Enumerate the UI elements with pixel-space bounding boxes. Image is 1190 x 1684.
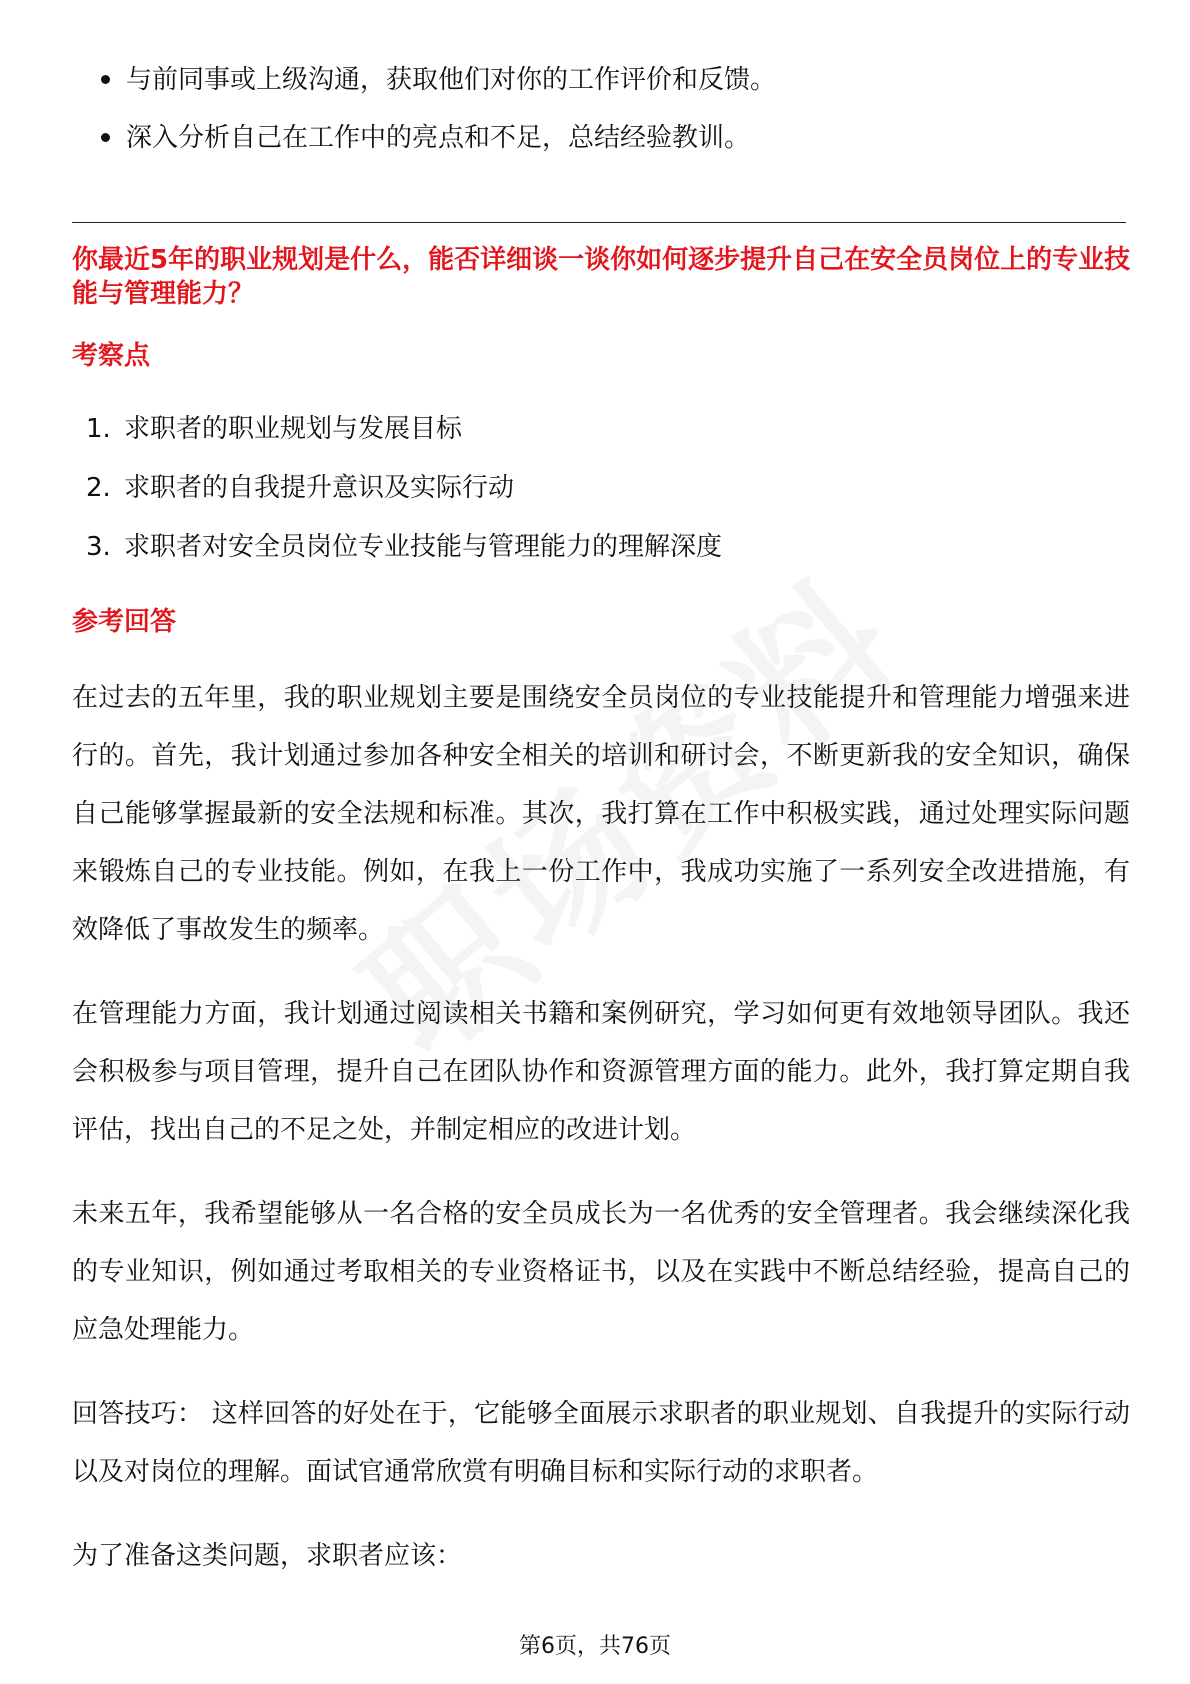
points-list-item bbox=[72, 411, 1132, 470]
bullet-dot-icon bbox=[101, 75, 110, 84]
points-list-item bbox=[72, 529, 1132, 588]
item-number: 2. bbox=[86, 473, 111, 503]
page-number: 第6页，共76页 bbox=[519, 1634, 671, 1659]
item-number: 3. bbox=[86, 532, 111, 562]
answer-paragraph: 未来五年，我希望能够从一名合格的安全员成长为一名优秀的安全管理者。我会继续深化我的专业知识，例如通过考取相关的专业资格证书，以及在实践中不断总结经验，提高自己的应急处理能力。 bbox=[72, 1199, 1130, 1345]
bullet-text: 深入分析自己在工作中的亮点和不足，总结经验教训。 bbox=[126, 123, 751, 153]
section-divider bbox=[72, 222, 1126, 223]
item-text: 求职者对安全员岗位专业技能与管理能力的理解深度 bbox=[124, 532, 723, 562]
item-number: 1. bbox=[86, 414, 111, 444]
bullet-item bbox=[72, 62, 1132, 120]
answer-paragraph: 在过去的五年里，我的职业规划主要是围绕安全员岗位的专业技能提升和管理能力增强来进行的。首先，我计划通过参加各种安全相关的培训和研讨会，不断更新我的安全知识，确保自己能够掌握最新的安全法规和标准。其次，我打算在工作中积极实践，通过处理实际问题来锻炼自己的专业技能。例如，在我上一份工作中，我成功实施了一系列安全改进措施，有效降低了事故发生的频率。 bbox=[72, 683, 1130, 945]
answer-paragraph: 在管理能力方面，我计划通过阅读相关书籍和案例研究，学习如何更有效地领导团队。我还会积极参与项目管理，提升自己在团队协作和资源管理方面的能力。此外，我打算定期自我评估，找出自己的不足之处，并制定相应的改进计划。 bbox=[72, 999, 1130, 1145]
tips-paragraph: 回答技巧： 这样回答的好处在于，它能够全面展示求职者的职业规划、自我提升的实际行动以及对岗位的理解。面试官通常欣赏有明确目标和实际行动的求职者。 bbox=[72, 1399, 1130, 1487]
points-list bbox=[72, 411, 1132, 588]
bullet-text: 与前同事或上级沟通，获取他们对你的工作评价和反馈。 bbox=[126, 65, 777, 95]
bullet-list bbox=[72, 62, 1132, 178]
answer-heading: 参考回答 bbox=[72, 607, 177, 637]
bullet-item bbox=[72, 120, 1132, 178]
question-title: 你最近5年的职业规划是什么，能否详细谈一谈你如何逐步提升自己在安全员岗位上的专业技能与管理能力？ bbox=[72, 245, 1131, 309]
bullet-dot-icon bbox=[101, 133, 110, 142]
points-list-item bbox=[72, 470, 1132, 529]
item-text: 求职者的自我提升意识及实际行动 bbox=[124, 473, 515, 503]
points-heading: 考察点 bbox=[72, 341, 151, 371]
item-text: 求职者的职业规划与发展目标 bbox=[124, 414, 463, 444]
prep-paragraph: 为了准备这类问题，求职者应该： bbox=[72, 1541, 463, 1571]
